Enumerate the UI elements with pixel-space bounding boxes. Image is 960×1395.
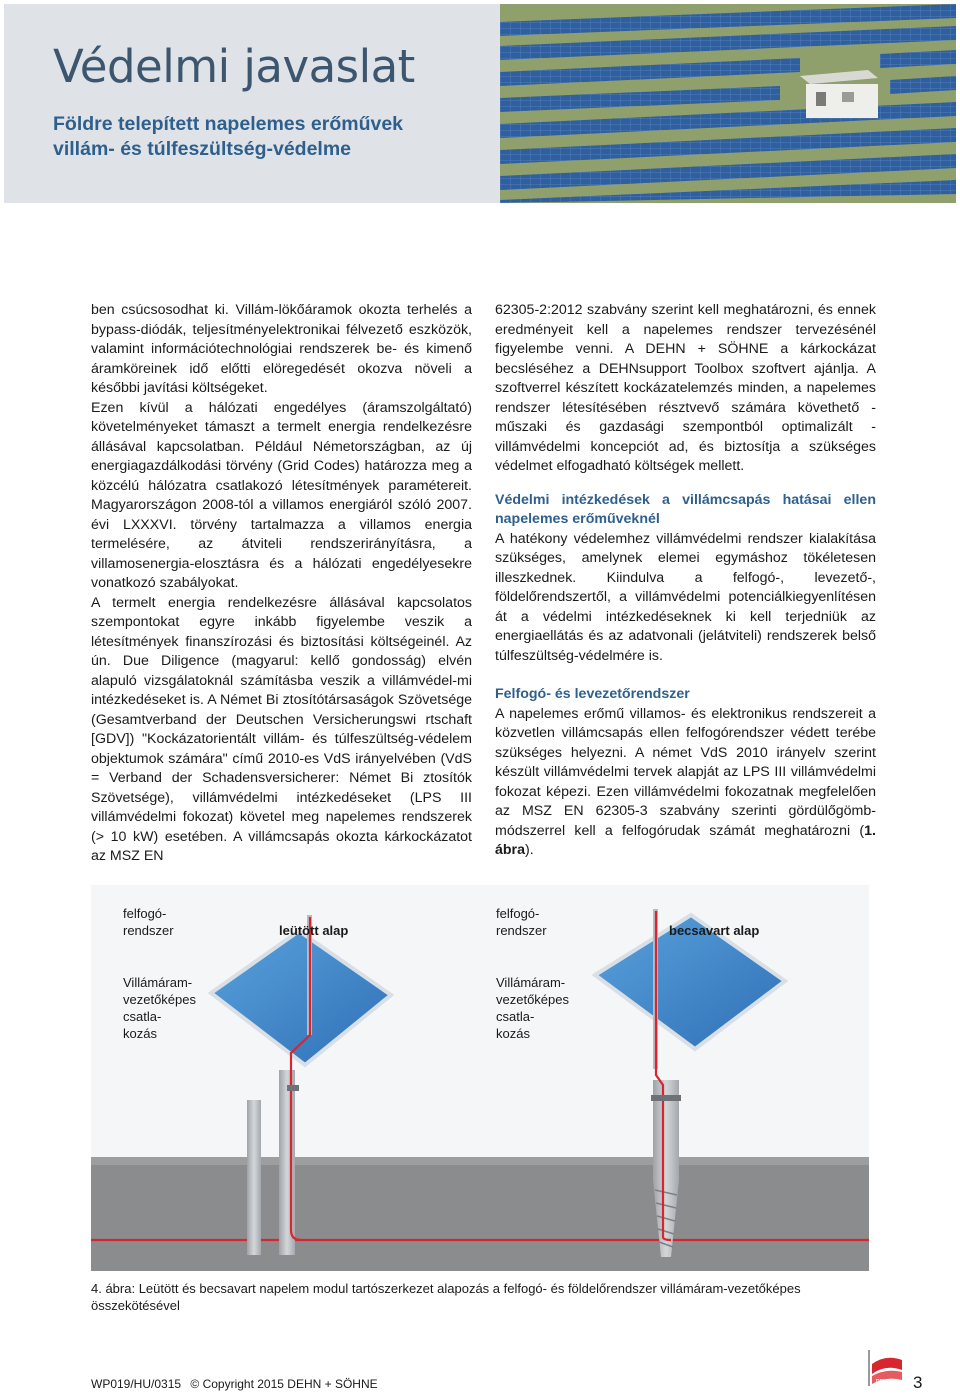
building (800, 70, 878, 118)
left-label-air-termination (123, 905, 174, 939)
mounting-diagram (91, 885, 869, 1271)
left-paragraph-3: A termelt energia rendelkezésre állásával kapcsolatos szempontokat egyre inkább figyelembe veszik a létesítmények finanszírozási és biztosítási költségeinél. Az ún. Due Diligence (magyarul: kellő gondosság) elvén alapuló vizsgálatoknál számításba veszik a villámvédel-mi intézkedéseket is. A Német Bi ztosítótársaságok Szövetsége (Gesamtverband der Deutschen Versicherungswi rtschaft [GDV]) "Kockázatorientált villám- és túlfeszültség-védelem objektumok számára" című 2010-es VdS irányelvében (VdS = Verband der Schadensversicherer: Német Bi ztosítók Szövetsége), villámvédelmi intézkedéseket (LPS III villámvédelmi fokozat) követel meg napelemes rendszerek (> 10 kW) esetében. A villámcsapás okozta kárkockázatot az MSZ EN (91, 594, 472, 864)
right-label-air-termination-line2: rendszer (496, 923, 547, 938)
left-pole-rear (247, 1100, 261, 1255)
dehn-logo-icon (868, 1350, 902, 1386)
page-title: Védelmi javaslat (53, 40, 415, 93)
right-label-screwed-foundation: becsavart alap (669, 923, 760, 938)
section-heading-air-termination: Felfogó- és levezetőrendszer (495, 686, 690, 702)
left-label-air-termination-line2: rendszer (123, 923, 174, 938)
left-label-connection (123, 974, 196, 1042)
section2-text-pre: A napelemes erőmű villamos- és elektronikus rendszereit a közvetlen villámcsapás ellen felfogórendszer védett terébe szükséges helyezni. A német VdS 2010 irányelv szerint készült villámvédelmi tervek alapját az LPS III villámvédelmi fokozat képezi. Ezen villámvédelmi fokozatnak megfelelően az MSZ EN 62305-3 szabvány szerinti gördülőgömb-módszerrel kell a felfogórudak számát meghatározni ( (495, 705, 876, 839)
subtitle-line-1: Földre telepített napelemes erőművek (53, 113, 404, 135)
section-heading-protection: Védelmi intézkedések a villámcsapás hatásai ellen napelemes erőműveknél (495, 491, 876, 527)
right-label-air-termination (496, 905, 547, 939)
section-text-air-termination (495, 705, 876, 861)
left-label-connection-line1: Villámáram- (123, 975, 193, 990)
left-clamp (287, 1085, 299, 1091)
header-banner (0, 0, 960, 205)
right-label-connection (496, 974, 569, 1042)
footer-document-info (91, 1377, 384, 1391)
copyright-notice: © Copyright 2015 DEHN + SÖHNE (190, 1377, 378, 1391)
subtitle-line-2: villám- és túlfeszültség-védelme (53, 138, 352, 160)
document-code: WP019/HU/0315 (91, 1377, 182, 1391)
right-label-connection-line3: csatla- (496, 1009, 535, 1024)
section2-text-post: ). (524, 842, 534, 858)
right-intro-paragraph: 62305-2:2012 szabvány szerint kell meghatározni, és ennek eredményeit kell a napelemes rendszer tervezésénél figyelembe venni. A DEHN + SÖHNE a kárkockázat becsléséhez a DEHNsupport Toolbox szoftvert ajánlja. A szoftverrel készített kockázatelemzés minden, a napelemes rendszer létesítésében résztvevő számára követhető - műszaki és gazdasági szempontból optimalizált - villámvédelmi koncepciót ad, és biztosítja a szükséges védelmet elfogadható költségek mellett. (495, 302, 876, 474)
right-label-connection-line2: vezetőképes (496, 992, 569, 1007)
left-label-rammed-foundation: leütött alap (279, 923, 349, 938)
left-column (91, 301, 472, 867)
left-paragraph-2: Ezen kívül a hálózati engedélyes (áramszolgáltató) követelményeket támaszt a termelt energia rendelkezésre állásával kapcsolatban. Például Németországban, az új energiagazdálkodási törvény (Grid Codes) határozza meg a közcélú hálózatra csatlakozó létesítmények paramétereit. Magyarországon 2008-tól a villamos energiáról szóló 2007. évi LXXXVI. törvény tartalmazza a villamos energia termelésére, az átviteli rendszerirányításra, a villamosenergia-elosztásra és a hálózati engedélyesekre vonatkozó szabályokat. (91, 399, 472, 591)
right-column (495, 301, 876, 861)
section-text-protection: A hatékony védelemhez villámvédelmi rendszer kialakítása szükséges, amelynek elemei egymáshoz tökéletesen illeszkednek. Kiindulva a felfogó-, levezető-, földelőrendszertől, a villámvédelmi potenciálkiegyenlítésen át a védelmi intézkedéseknek ki kell terjedniük az energiaellátás és az adatvonali (jelátviteli) rendszerek belső túlfeszültség-védelmére is. (495, 530, 876, 664)
left-label-connection-line4: kozás (123, 1026, 157, 1041)
left-label-air-termination-line1: felfogó- (123, 906, 167, 921)
ground-surface (91, 1157, 869, 1165)
page-number: 3 (913, 1373, 923, 1392)
left-paragraph-1: ben csúcsosodhat ki. Villám-lökőáramok okozta terhelés a bypass-diódák, teljesítményelektronikai félvezető eszközök, valamint információtechnológiai rendszerek be- és kimenő áramköreinek idő előtti elöregedését okozva növeli a későbbi javítási költségeket. (91, 302, 472, 396)
solar-farm-photo (500, 4, 956, 203)
left-label-connection-line3: csatla- (123, 1009, 162, 1024)
page-subtitle (53, 112, 473, 162)
figure-caption: 4. ábra: Leütött és becsavart napelem modul tartószerkezet alapozás a felfogó- és földelőrendszer villámáram-vezetőképes összekötésével (91, 1281, 801, 1313)
right-label-air-termination-line1: felfogó- (496, 906, 540, 921)
right-label-connection-line4: kozás (496, 1026, 530, 1041)
figure-reference: 1. ábra (495, 822, 876, 858)
left-pole-front (279, 1070, 295, 1255)
right-label-connection-line1: Villámáram- (496, 975, 566, 990)
left-label-connection-line2: vezetőképes (123, 992, 196, 1007)
ground-soil (91, 1163, 869, 1271)
figure-4 (91, 885, 869, 1271)
right-clamp (651, 1095, 681, 1101)
svg-text:DEHN: DEHN (876, 1379, 891, 1385)
